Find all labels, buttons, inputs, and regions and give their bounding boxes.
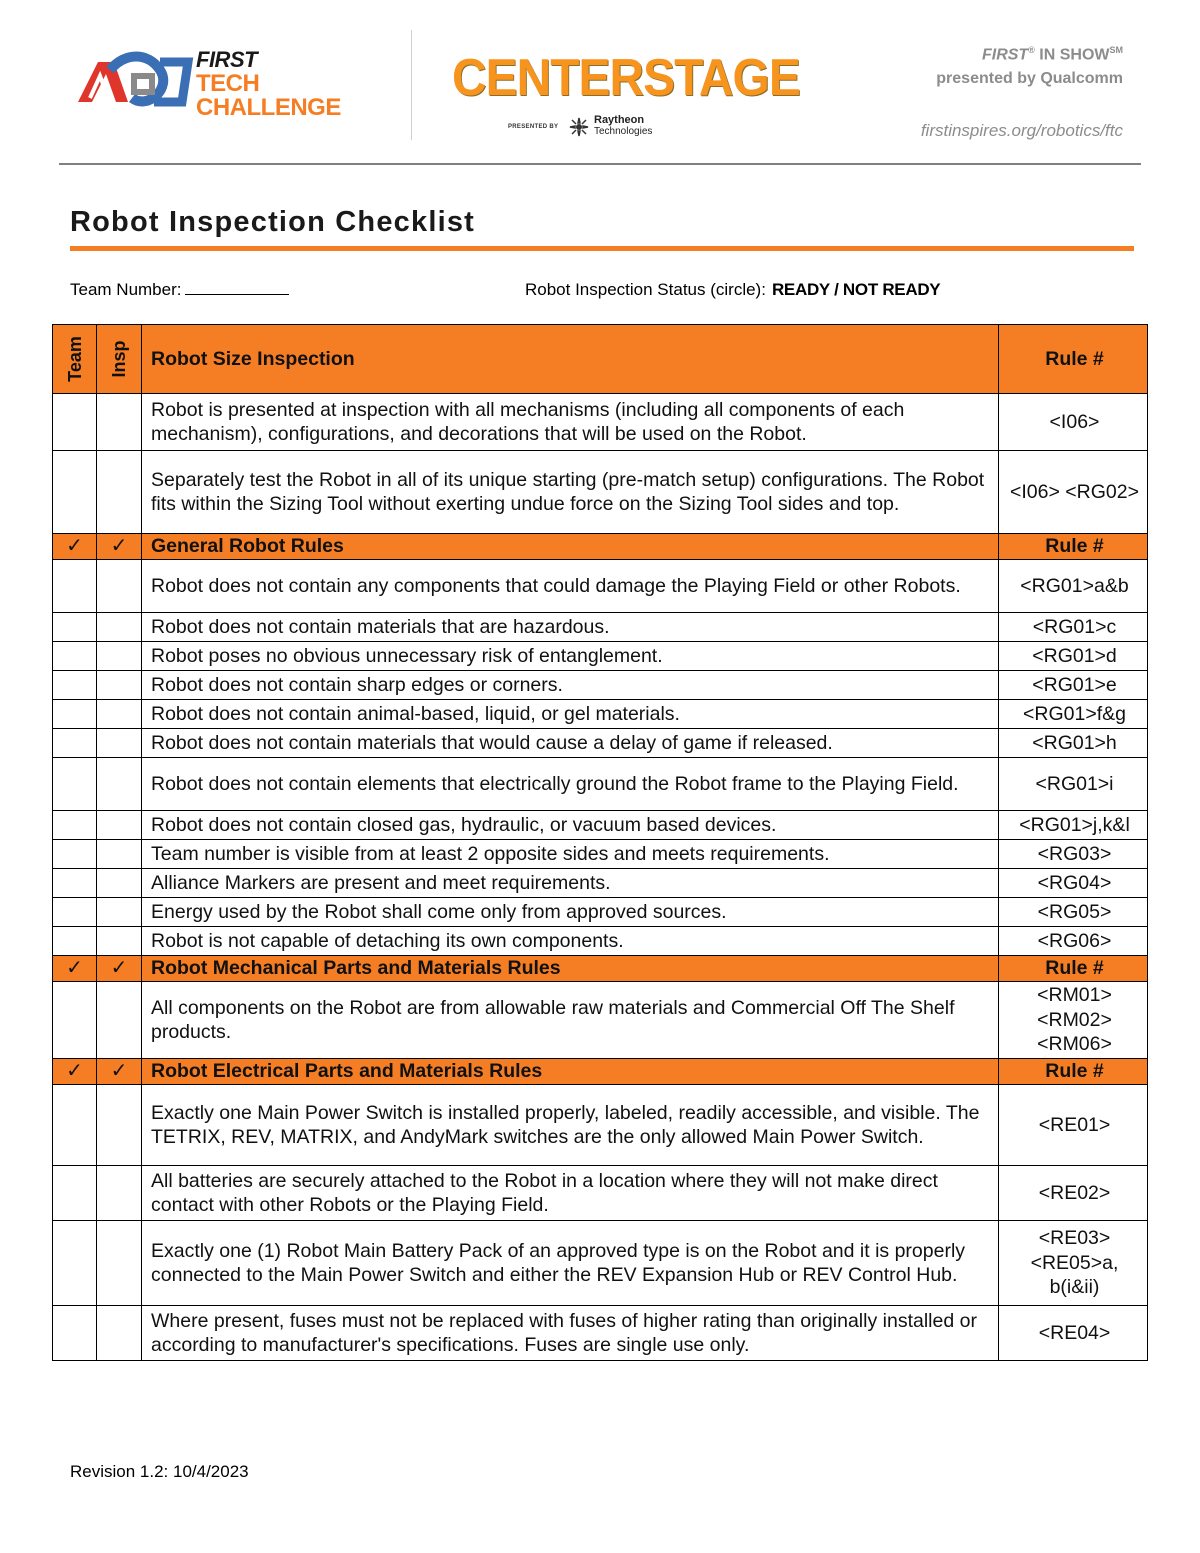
- checklist-row: [53, 671, 1148, 700]
- rule-reference: <RG03>: [999, 840, 1148, 869]
- rule-reference: <RG01>c: [999, 613, 1148, 642]
- checklist-row: [53, 840, 1148, 869]
- section-header-row: [53, 534, 1148, 560]
- raytheon-logo-icon: [568, 116, 590, 138]
- header-url: firstinspires.org/robotics/ftc: [920, 121, 1123, 141]
- rule-reference: <I06> <RG02>: [999, 451, 1148, 534]
- inspection-status-value[interactable]: READY / NOT READY: [771, 280, 941, 299]
- insp-checkbox-cell[interactable]: [97, 982, 142, 1059]
- insp-checkbox-cell[interactable]: [97, 927, 142, 956]
- rule-reference: <RG01>j,k&l: [999, 811, 1148, 840]
- team-checkbox-cell[interactable]: [53, 898, 97, 927]
- checklist-row: [53, 394, 1148, 451]
- presented-by-label: PRESENTED BY: [508, 124, 559, 130]
- checklist-row: [53, 811, 1148, 840]
- section-header-row: [53, 956, 1148, 982]
- team-checkbox-cell[interactable]: [53, 982, 97, 1059]
- team-checkbox-cell[interactable]: [53, 394, 97, 451]
- checklist-row: [53, 982, 1148, 1059]
- checklist-row: [53, 560, 1148, 613]
- rule-reference: <RG01>a&b: [999, 560, 1148, 613]
- sponsor-name: Raytheon: [594, 114, 645, 126]
- rule-reference: <RG04>: [999, 869, 1148, 898]
- first-word: FIRST: [981, 46, 1029, 64]
- team-checkbox-cell[interactable]: [53, 840, 97, 869]
- checklist-item-text: Robot does not contain elements that electrically ground the Robot frame to the Playing Field.: [142, 758, 999, 811]
- checklist-item-text: Robot does not contain animal-based, liquid, or gel materials.: [142, 700, 999, 729]
- rule-reference: <RG01>e: [999, 671, 1148, 700]
- ftc-logo-icon: [70, 40, 200, 130]
- rule-reference: <RE04>: [999, 1306, 1148, 1361]
- insp-checkbox-cell[interactable]: [97, 642, 142, 671]
- checklist-item-text: Robot is not capable of detaching its own components.: [142, 927, 999, 956]
- team-column-header: [53, 325, 97, 394]
- rule-column-header: Rule #: [999, 956, 1148, 982]
- inspection-status-label: Robot Inspection Status (circle):: [525, 280, 766, 299]
- insp-checkbox-cell[interactable]: [97, 394, 142, 451]
- ftc-word-first: FIRST: [196, 47, 258, 72]
- rule-reference: <RG01>i: [999, 758, 1148, 811]
- ftc-word-tech: TECH: [196, 70, 260, 97]
- checklist-item-text: Team number is visible from at least 2 opposite sides and meets requirements.: [142, 840, 999, 869]
- checklist-item-text: Exactly one (1) Robot Main Battery Pack of an approved type is on the Robot and it is properly connected to the Main Power Switch and either the REV Expansion Hub or REV Control Hub.: [142, 1221, 999, 1306]
- checklist-row: [53, 898, 1148, 927]
- team-checkbox-cell[interactable]: [53, 451, 97, 534]
- insp-checkbox-cell[interactable]: [97, 898, 142, 927]
- revision-footer: Revision 1.2: 10/4/2023: [70, 1462, 249, 1481]
- team-number-line: [70, 280, 289, 300]
- checklist-row: [53, 758, 1148, 811]
- inspection-checklist-table: [52, 324, 1148, 1361]
- insp-checkbox-cell[interactable]: [97, 869, 142, 898]
- team-check-icon: ✓: [53, 534, 97, 560]
- checklist-row: [53, 1221, 1148, 1306]
- checklist-row: [53, 1085, 1148, 1166]
- checklist-item-text: Robot does not contain materials that are hazardous.: [142, 613, 999, 642]
- rule-reference: <RG01>f&g: [999, 700, 1148, 729]
- checklist-item-text: Separately test the Robot in all of its unique starting (pre-match setup) configurations. The Robot fits within the Sizing Tool without exerting undue force on the Sizing Tool sides and top.: [142, 451, 999, 534]
- season-title: CENTERSTAGE: [452, 49, 800, 107]
- ftc-wordmark: [196, 48, 341, 120]
- insp-checkbox-cell[interactable]: [97, 671, 142, 700]
- page-header: [0, 0, 1200, 170]
- insp-check-icon: ✓: [97, 956, 142, 982]
- insp-checkbox-cell[interactable]: [97, 1221, 142, 1306]
- insp-checkbox-cell[interactable]: [97, 1306, 142, 1361]
- checklist-item-text: All components on the Robot are from allowable raw materials and Commercial Off The Shelf products.: [142, 982, 999, 1059]
- insp-checkbox-cell[interactable]: [97, 811, 142, 840]
- insp-checkbox-cell[interactable]: [97, 729, 142, 758]
- team-check-icon: ✓: [53, 956, 97, 982]
- insp-checkbox-cell[interactable]: [97, 758, 142, 811]
- in-show-text: IN SHOW: [1034, 46, 1110, 64]
- presented-by-qualcomm: presented by Qualcomm: [936, 70, 1123, 88]
- rule-reference: <RG01>d: [999, 642, 1148, 671]
- checklist-row: [53, 729, 1148, 758]
- section-header-row: [53, 325, 1148, 394]
- team-checkbox-cell[interactable]: [53, 642, 97, 671]
- insp-checkbox-cell[interactable]: [97, 613, 142, 642]
- insp-check-icon: ✓: [97, 534, 142, 560]
- header-divider: [411, 30, 412, 140]
- team-checkbox-cell[interactable]: [53, 729, 97, 758]
- checklist-row: [53, 1306, 1148, 1361]
- ftc-word-challenge: CHALLENGE: [196, 94, 341, 121]
- team-checkbox-cell[interactable]: [53, 560, 97, 613]
- insp-checkbox-cell[interactable]: [97, 1085, 142, 1166]
- checklist-item-text: Robot does not contain sharp edges or corners.: [142, 671, 999, 700]
- page-title: Robot Inspection Checklist: [70, 206, 476, 238]
- insp-column-label: Insp: [108, 340, 129, 378]
- checklist-item-text: Robot does not contain materials that would cause a delay of game if released.: [142, 729, 999, 758]
- checklist-row: [53, 613, 1148, 642]
- checklist-item-text: Alliance Markers are present and meet requirements.: [142, 869, 999, 898]
- header-right-block: [921, 38, 1123, 143]
- checklist-item-text: Robot is presented at inspection with all mechanisms (including all components of each mechanism), configurations, and decorations that will be used on the Robot.: [142, 394, 999, 451]
- title-underline: [70, 246, 1134, 251]
- team-checkbox-cell[interactable]: [53, 1085, 97, 1166]
- inspection-status-line: [525, 280, 940, 300]
- checklist-row: [53, 642, 1148, 671]
- sponsor-subname: Technologies: [594, 126, 653, 137]
- checklist-row: [53, 451, 1148, 534]
- rule-reference: <RE03> <RE05>a, b(i&ii): [999, 1221, 1148, 1306]
- section-title: Robot Mechanical Parts and Materials Rules: [142, 956, 999, 982]
- insp-checkbox-cell[interactable]: [97, 840, 142, 869]
- insp-checkbox-cell[interactable]: [97, 560, 142, 613]
- checklist-row: [53, 700, 1148, 729]
- insp-check-icon: ✓: [97, 1059, 142, 1085]
- rule-column-header: Rule #: [999, 325, 1148, 394]
- insp-checkbox-cell[interactable]: [97, 451, 142, 534]
- insp-checkbox-cell[interactable]: [97, 700, 142, 729]
- team-check-icon: ✓: [53, 1059, 97, 1085]
- season-logo: [452, 49, 800, 142]
- team-checkbox-cell[interactable]: [53, 613, 97, 642]
- team-checkbox-cell[interactable]: [53, 811, 97, 840]
- checklist-item-text: All batteries are securely attached to the Robot in a location where they will not make direct contact with other Robots or the Playing Field.: [142, 1166, 999, 1221]
- rule-reference: <I06>: [999, 394, 1148, 451]
- team-checkbox-cell[interactable]: [53, 758, 97, 811]
- team-number-label: Team Number:: [70, 280, 182, 299]
- section-header-row: [53, 1059, 1148, 1085]
- rule-reference: <RE01>: [999, 1085, 1148, 1166]
- checklist-item-text: Robot does not contain any components that could damage the Playing Field or other Robots.: [142, 560, 999, 613]
- team-checkbox-cell[interactable]: [53, 1306, 97, 1361]
- section-title: General Robot Rules: [142, 534, 999, 560]
- checklist-item-text: Robot poses no obvious unnecessary risk of entanglement.: [142, 642, 999, 671]
- sponsor-row: [508, 114, 728, 142]
- checklist-item-text: Exactly one Main Power Switch is installed properly, labeled, readily accessible, and visible. The TETRIX, REV, MATRIX, and AndyMark switches are the only allowed Main Power Switch.: [142, 1085, 999, 1166]
- service-mark: SM: [1109, 45, 1123, 55]
- checklist-row: [53, 869, 1148, 898]
- rule-column-header: Rule #: [999, 534, 1148, 560]
- section-title: Robot Size Inspection: [142, 325, 999, 394]
- insp-column-header: [97, 325, 142, 394]
- team-number-field[interactable]: [185, 280, 289, 295]
- team-checkbox-cell[interactable]: [53, 1166, 97, 1221]
- team-checkbox-cell[interactable]: [53, 1221, 97, 1306]
- checklist-item-text: Where present, fuses must not be replaced with fuses of higher rating than originally installed or according to manufacturer's specifications. Fuses are single use only.: [142, 1306, 999, 1361]
- checklist-row: [53, 1166, 1148, 1221]
- rule-reference: <RG05>: [999, 898, 1148, 927]
- team-checkbox-cell[interactable]: [53, 927, 97, 956]
- team-column-label: Team: [64, 336, 85, 382]
- first-in-show: [921, 38, 1123, 67]
- rule-reference: <RM01> <RM02> <RM06>: [999, 982, 1148, 1059]
- checklist-item-text: Energy used by the Robot shall come only from approved sources.: [142, 898, 999, 927]
- insp-checkbox-cell[interactable]: [97, 1166, 142, 1221]
- checklist-item-text: Robot does not contain closed gas, hydraulic, or vacuum based devices.: [142, 811, 999, 840]
- rule-reference: <RE02>: [999, 1166, 1148, 1221]
- registered-mark: ®: [1028, 45, 1035, 55]
- team-checkbox-cell[interactable]: [53, 671, 97, 700]
- rule-reference: <RG06>: [999, 927, 1148, 956]
- team-checkbox-cell[interactable]: [53, 869, 97, 898]
- rule-reference: <RG01>h: [999, 729, 1148, 758]
- section-title: Robot Electrical Parts and Materials Rules: [142, 1059, 999, 1085]
- header-rule: [59, 163, 1141, 165]
- checklist-row: [53, 927, 1148, 956]
- rule-column-header: Rule #: [999, 1059, 1148, 1085]
- team-checkbox-cell[interactable]: [53, 700, 97, 729]
